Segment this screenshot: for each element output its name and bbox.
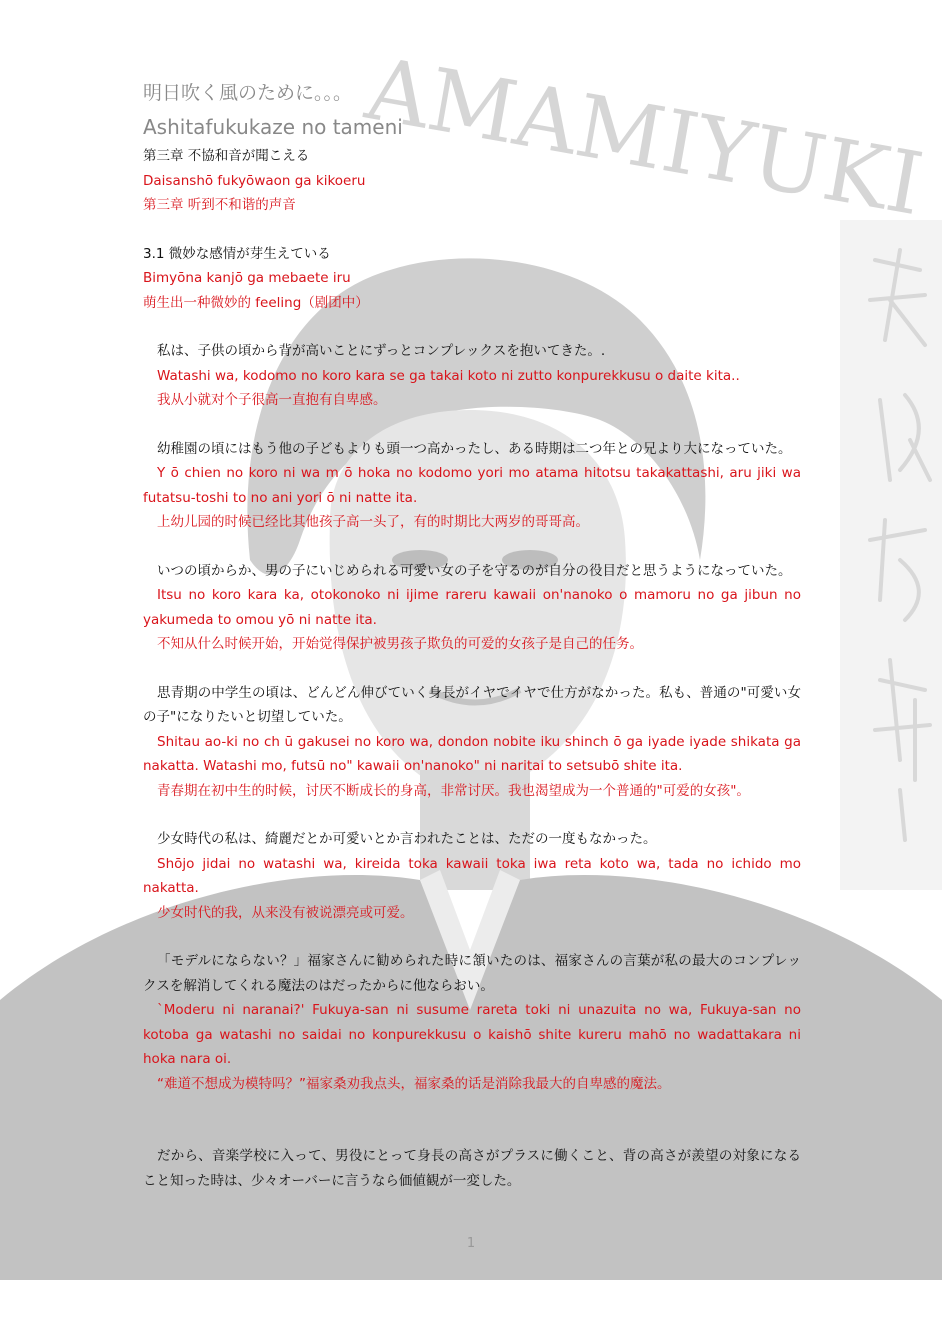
paragraph-japanese: 私は、子供の頃から背が高いことにずっとコンプレックスを抱いてきた。.: [157, 343, 606, 359]
paragraph: [143, 559, 801, 657]
paragraph-chinese: 上幼儿园的时候已经比其他孩子高一头了，有的时期比大两岁的哥哥高。: [157, 514, 589, 530]
paragraph-japanese: 幼稚園の頃にはもう他の子どもよりも頭一つ高かったし、ある時期は二つ年との兄より大になっていた。: [157, 440, 792, 457]
chapter-japanese: 第三章 不協和音が聞こえる: [143, 148, 310, 164]
paragraph-romaji: `Moderu ni naranai?' Fukuya-san ni susume rareta toki ni unazuita no wa, Fukuya-san no kotoba ga watashi no saidai no konpurekkusu o kaishō shite kureru mahō no wadattakara ni hoka nara oi.: [143, 1002, 801, 1067]
chapter-heading: [143, 144, 801, 218]
paragraph: [143, 1144, 801, 1193]
paragraph-chinese: 青春期在初中生的时候，讨厌不断成长的身高，非常讨厌。我也渴望成为一个普通的"可爱的女孩"。: [157, 782, 750, 799]
section-heading: [143, 242, 801, 316]
paragraph-japanese: 思青期の中学生の頃は、どんどん伸びていく身長がイヤでイヤで仕方がなかった。私も、普通の"可愛い女の子"になりたいと切望していた。: [143, 684, 801, 725]
section-chinese: 萌生出一种微妙的 feeling（剧团中）: [143, 294, 369, 311]
chapter-romaji: Daisanshō fukyōwaon ga kikoeru: [143, 172, 366, 189]
paragraph-romaji: Shitau ao-ki no ch ū gakusei no koro wa, dondon nobite iku shinch ō ga iyade iyade shikata ga nakatta. Watashi mo, futsū no" kawaii on'nanoko" ni naritai to setsubō shite ita.: [143, 733, 801, 774]
paragraph-chinese: “难道不想成为模特吗？”福家桑劝我点头，福家桑的话是消除我最大的自卑感的魔法。: [157, 1075, 671, 1092]
paragraph-romaji: Y ō chien no koro ni wa m ō hoka no kodomo yori mo atama hitotsu takakattashi, aru jiki wa futatsu-toshi to no ani yori ō ni natte ita.: [143, 465, 801, 506]
title-japanese: 明日吹く風のために。。。: [143, 82, 353, 104]
paragraph-romaji: Watashi wa, kodomo no koro kara se ga takai koto ni zutto konpurekkusu o daite kita..: [157, 367, 740, 384]
paragraph-chinese: 我从小就对个子很高一直抱有自卑感。: [157, 392, 387, 408]
watermark-text: AMAMIYUKI: [359, 39, 930, 236]
paragraph: [143, 681, 801, 804]
paragraph: [143, 437, 801, 535]
paragraph-romaji: Itsu no koro kara ka, otokonoko ni ijime rareru kawaii on'nanoko o mamoru no ga jibun no yakumeda to omou yō ni natte ita.: [143, 587, 801, 628]
paragraph-japanese: 少女時代の私は、綺麗だとか可愛いとか言われたことは、ただの一度もなかった。: [157, 831, 657, 847]
paragraph-japanese: 「モデルにならない？」福家さんに勧められた時に頷いたのは、福家さんの言葉が私の最大のコンプレックスを解消してくれる魔法のはだったからに他ならおい。: [143, 953, 801, 994]
title-romaji: Ashitafukukaze no tameni: [143, 115, 403, 139]
document-body: [143, 70, 801, 1193]
paragraph: [143, 827, 801, 925]
paragraph: [143, 339, 801, 413]
paragraph-japanese: いつの頃からか、男の子にいじめられる可愛い女の子を守るのが自分の役目だと思うようになっていた。: [157, 562, 792, 579]
chapter-chinese: 第三章 听到不和谐的声音: [143, 197, 296, 213]
paragraph-chinese: 少女时代的我，从来没有被说漂亮或可爱。: [157, 904, 414, 921]
page-number: 1: [466, 1236, 476, 1251]
paragraph-romaji: Shōjo jidai no watashi wa, kireida toka kawaii toka iwa reta koto wa, tada no ichido mo nakatta.: [143, 855, 801, 896]
paragraph-japanese: だから、音楽学校に入って、男役にとって身長の高さがプラスに働くこと、背の高さが羨望の対象になること知った時は、少々オーバーに言うなら価値観が一変した。: [143, 1148, 801, 1189]
section-romaji: Bimyōna kanjō ga mebaete iru: [143, 270, 351, 286]
section-japanese: 3.1 微妙な感情が芽生えている: [143, 245, 331, 262]
paragraph-chinese: 不知从什么时候开始，开始觉得保护被男孩子欺负的可爱的女孩子是自己的任务。: [157, 636, 643, 652]
paragraph: [143, 949, 801, 1096]
